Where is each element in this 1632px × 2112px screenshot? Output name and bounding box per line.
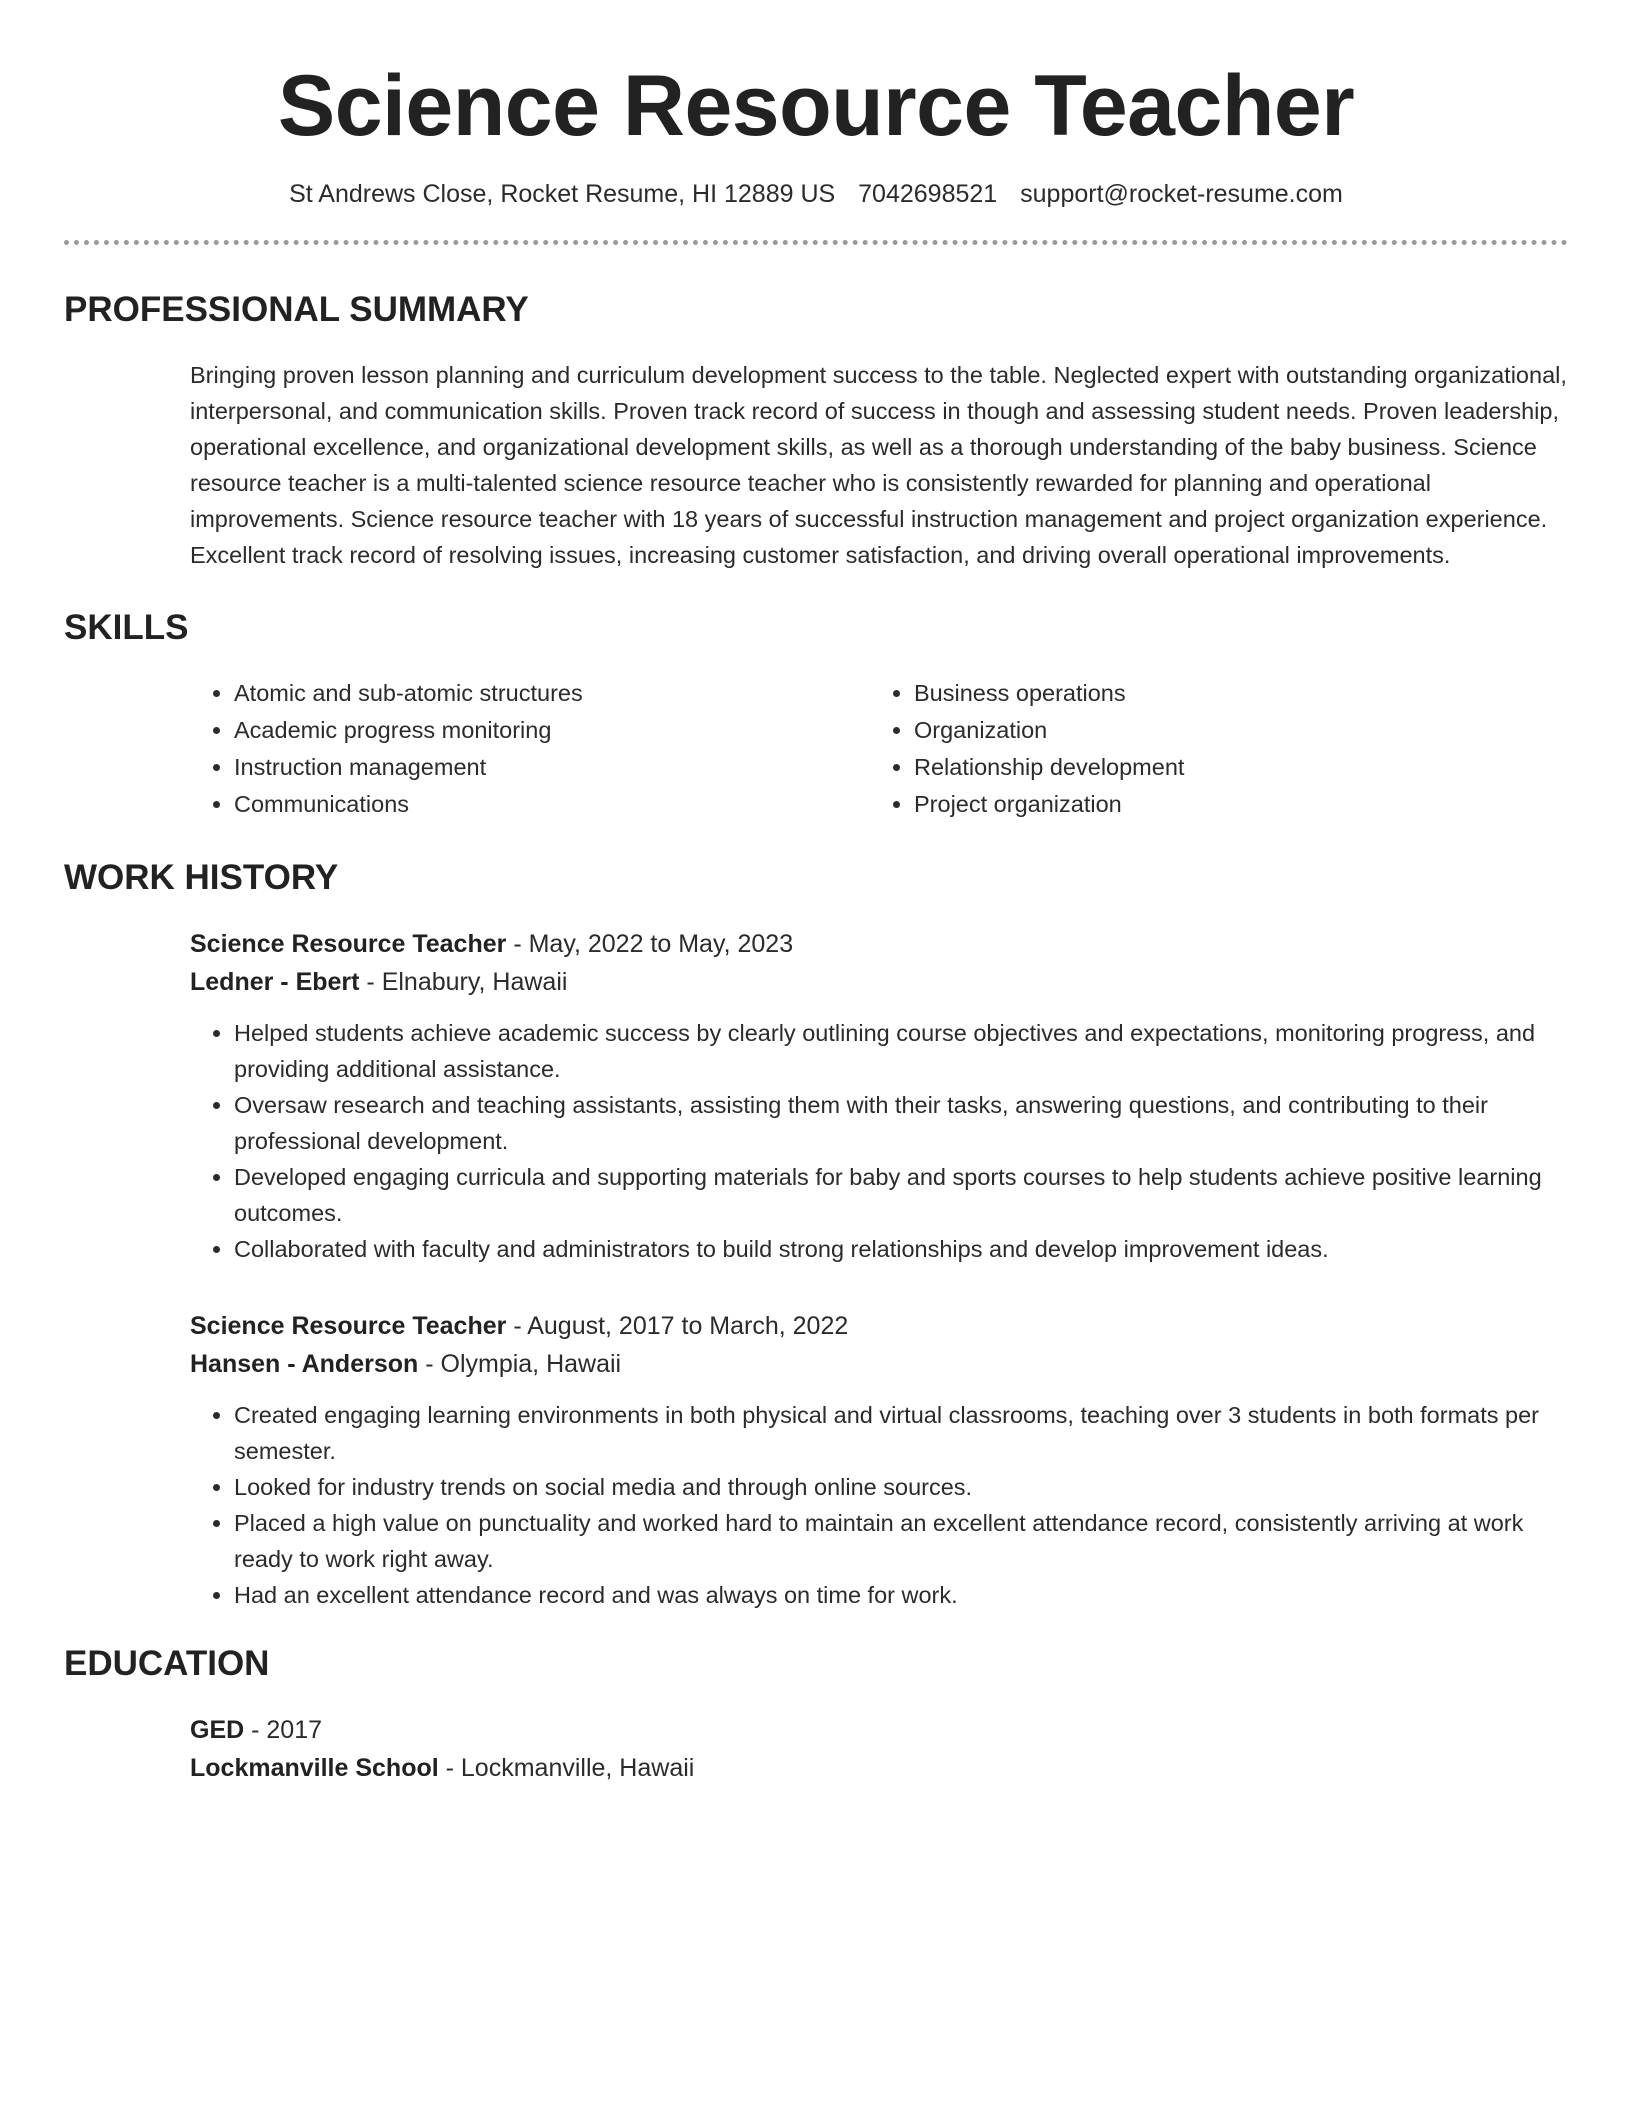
skills-list-right xyxy=(870,675,1568,823)
job-role: Science Resource Teacher xyxy=(190,930,507,958)
education-degree: GED xyxy=(190,1716,245,1744)
job-bullet: • Looked for industry trends on social media and through online sources. xyxy=(234,1469,1568,1505)
contact-email: support@rocket-resume.com xyxy=(1020,180,1343,208)
skill-item: • Business operations xyxy=(914,675,1568,712)
job-bullets xyxy=(190,1397,1568,1613)
job-bullet: • Placed a high value on punctuality and worked hard to maintain an excellent attendance record, consistently arriving at work ready to work right away. xyxy=(234,1505,1568,1577)
education-school-line xyxy=(190,1749,1568,1787)
header-divider xyxy=(64,240,1568,245)
section-title-summary: PROFESSIONAL SUMMARY xyxy=(64,290,529,329)
summary-text: Bringing proven lesson planning and curriculum development success to the table. Neglected expert with outstanding organizational, interpersonal, and communication skills. Proven track record of success in though and assessing student needs. Proven leadership, operational excellence, and organizational development skills, as well as a thorough understanding of the baby business. Science resource teacher is a multi-talented science resource teacher who is consistently rewarded for planning and operational improvements. Science resource teacher with 18 years of successful instruction management and project organization experience. Excellent track record of resolving issues, increasing customer satisfaction, and driving overall operational improvements. xyxy=(190,362,1567,568)
skill-item: • Organization xyxy=(914,712,1568,749)
job-company-line xyxy=(190,1345,1568,1383)
job-entry xyxy=(190,1307,1568,1613)
skill-item: • Project organization xyxy=(914,786,1568,823)
job-company: Hansen - Anderson xyxy=(190,1350,419,1378)
skills-grid xyxy=(190,675,1568,823)
resume-name: Science Resource Teacher xyxy=(277,58,1355,154)
job-location: - Elnabury, Hawaii xyxy=(359,968,568,996)
job-location: - Olympia, Hawaii xyxy=(418,1350,622,1378)
job-bullet: • Had an excellent attendance record and was always on time for work. xyxy=(234,1577,1568,1613)
job-bullet: • Developed engaging curricula and supporting materials for baby and sports courses to help students achieve positive learning outcomes. xyxy=(234,1159,1568,1231)
education-school: Lockmanville School xyxy=(190,1754,439,1782)
job-title-line xyxy=(190,925,1568,963)
education-location: - Lockmanville, Hawaii xyxy=(438,1754,695,1782)
job-title-line xyxy=(190,1307,1568,1345)
job-bullet: • Helped students achieve academic success by clearly outlining course objectives and expectations, monitoring progress, and providing additional assistance. xyxy=(234,1015,1568,1087)
job-bullet: • Created engaging learning environments in both physical and virtual classrooms, teaching over 3 students in both formats per semester. xyxy=(234,1397,1568,1469)
job-company-line xyxy=(190,963,1568,1001)
contact-phone: 7042698521 xyxy=(858,180,998,208)
job-entry xyxy=(190,925,1568,1267)
job-company: Ledner - Ebert xyxy=(190,968,360,996)
education-entry xyxy=(190,1711,1568,1787)
skill-item: • Atomic and sub-atomic structures xyxy=(234,675,870,712)
contact-address: St Andrews Close, Rocket Resume, HI 12889 US xyxy=(289,180,836,208)
job-bullets xyxy=(190,1015,1568,1267)
section-title-work-history: WORK HISTORY xyxy=(64,858,339,897)
contact-line xyxy=(0,178,1632,210)
job-dates: - August, 2017 to March, 2022 xyxy=(506,1312,849,1340)
job-bullet: • Oversaw research and teaching assistants, assisting them with their tasks, answering questions, and contributing to their professional development. xyxy=(234,1087,1568,1159)
section-title-education: EDUCATION xyxy=(64,1644,270,1683)
section-title-skills: SKILLS xyxy=(64,608,189,647)
skill-item: • Instruction management xyxy=(234,749,870,786)
education-year: - 2017 xyxy=(244,1716,323,1744)
skill-item: • Academic progress monitoring xyxy=(234,712,870,749)
job-bullet: • Collaborated with faculty and administrators to build strong relationships and develop improvement ideas. xyxy=(234,1231,1568,1267)
education-degree-line xyxy=(190,1711,1568,1749)
skill-item: • Communications xyxy=(234,786,870,823)
skill-item: • Relationship development xyxy=(914,749,1568,786)
job-role: Science Resource Teacher xyxy=(190,1312,507,1340)
job-dates: - May, 2022 to May, 2023 xyxy=(506,930,794,958)
skills-list-left xyxy=(190,675,870,823)
